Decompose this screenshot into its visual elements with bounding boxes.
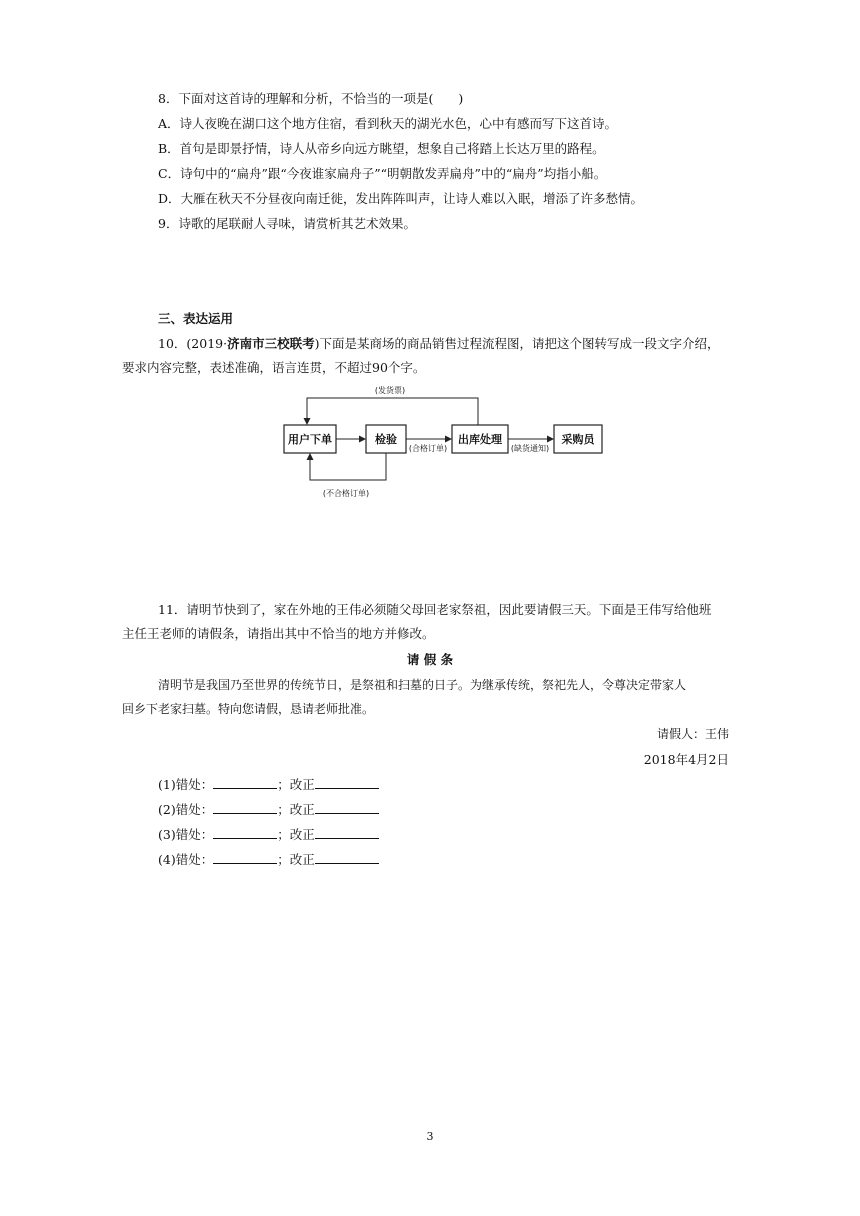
answer-sep: ；改正 <box>277 777 315 792</box>
q11-line2: 主任王老师的请假条，请指出其中不恰当的地方并修改。 <box>122 626 435 641</box>
error-blank[interactable] <box>213 801 277 814</box>
correction-blank[interactable] <box>315 826 379 839</box>
edge-label-unqualified: (不合格订单) <box>322 489 370 498</box>
edge-label-qualified: (合格订单) <box>408 444 448 453</box>
answer-label: (2)错处： <box>158 802 214 817</box>
answer-label: (4)错处： <box>158 852 214 867</box>
edge-invoice <box>307 398 478 425</box>
error-blank[interactable] <box>213 851 277 864</box>
node-purchaser-label: 采购员 <box>561 433 595 446</box>
node-outbound-label: 出库处理 <box>458 433 502 446</box>
q9-stem: 9．诗歌的尾联耐人寻味，请赏析其艺术效果。 <box>158 216 416 231</box>
note-body-2: 回乡下老家扫墓。特向您请假，恳请老师批准。 <box>122 702 375 716</box>
q8-stem: 8．下面对这首诗的理解和分析，不恰当的一项是( ) <box>158 91 464 106</box>
page-number: 3 <box>426 1130 434 1143</box>
note-date: 2018年4月2日 <box>643 752 729 767</box>
correction-blank[interactable] <box>315 776 379 789</box>
answer-sep: ；改正 <box>277 802 315 817</box>
node-inspection-label: 检验 <box>375 433 397 446</box>
q10-num: 10．(2019· <box>158 336 228 351</box>
answer-label: (3)错处： <box>158 827 214 842</box>
flowchart <box>270 380 610 505</box>
node-user-order-label: 用户下单 <box>288 433 332 446</box>
q8-option-c: C．诗句中的“扁舟”跟“今夜谁家扁舟子”“明朝散发弄扁舟”中的“扁舟”均指小船。 <box>158 166 607 181</box>
error-blank[interactable] <box>213 826 277 839</box>
answer-row <box>158 851 379 869</box>
q8-option-d: D．大雁在秋天不分昼夜向南迁徙，发出阵阵叫声，让诗人难以入眠，增添了许多愁情。 <box>158 191 644 206</box>
correction-blank[interactable] <box>315 851 379 864</box>
q8-option-a: A．诗人夜晚在湖口这个地方住宿，看到秋天的湖光水色，心中有感而写下这首诗。 <box>158 116 618 131</box>
q10-stem <box>158 335 719 353</box>
q10-line2: 要求内容完整，表述准确，语言连贯，不超过90个字。 <box>122 360 426 375</box>
answer-label: (1)错处： <box>158 777 214 792</box>
edge-unqualified <box>310 453 386 480</box>
note-body-1: 清明节是我国乃至世界的传统节日，是祭祖和扫墓的日子。为继承传统，祭祀先人，令尊决定带家人 <box>158 678 687 692</box>
edge-label-invoice: (发货票) <box>374 386 406 395</box>
correction-blank[interactable] <box>315 801 379 814</box>
note-signer: 请假人：王伟 <box>656 727 729 741</box>
q8-option-b: B．首句是即景抒情，诗人从帝乡向远方眺望，想象自己将踏上长达万里的路程。 <box>158 141 605 156</box>
q10-rest: )下面是某商场的商品销售过程流程图，请把这个图转写成一段文字介绍， <box>314 336 720 351</box>
answer-row <box>158 776 379 794</box>
answer-sep: ；改正 <box>277 827 315 842</box>
q11-line1: 11．请明节快到了，家在外地的王伟必须随父母回老家祭祖，因此要请假三天。下面是王伟写给他班 <box>158 602 712 617</box>
error-blank[interactable] <box>213 776 277 789</box>
section-title: 三、表达运用 <box>158 311 234 326</box>
edge-label-shortage: (缺货通知) <box>510 444 550 453</box>
q10-source: 济南市三校联考 <box>227 336 315 351</box>
answer-row <box>158 801 379 819</box>
answer-sep: ；改正 <box>277 852 315 867</box>
note-title: 请 假 条 <box>406 652 454 667</box>
answer-row <box>158 826 379 844</box>
